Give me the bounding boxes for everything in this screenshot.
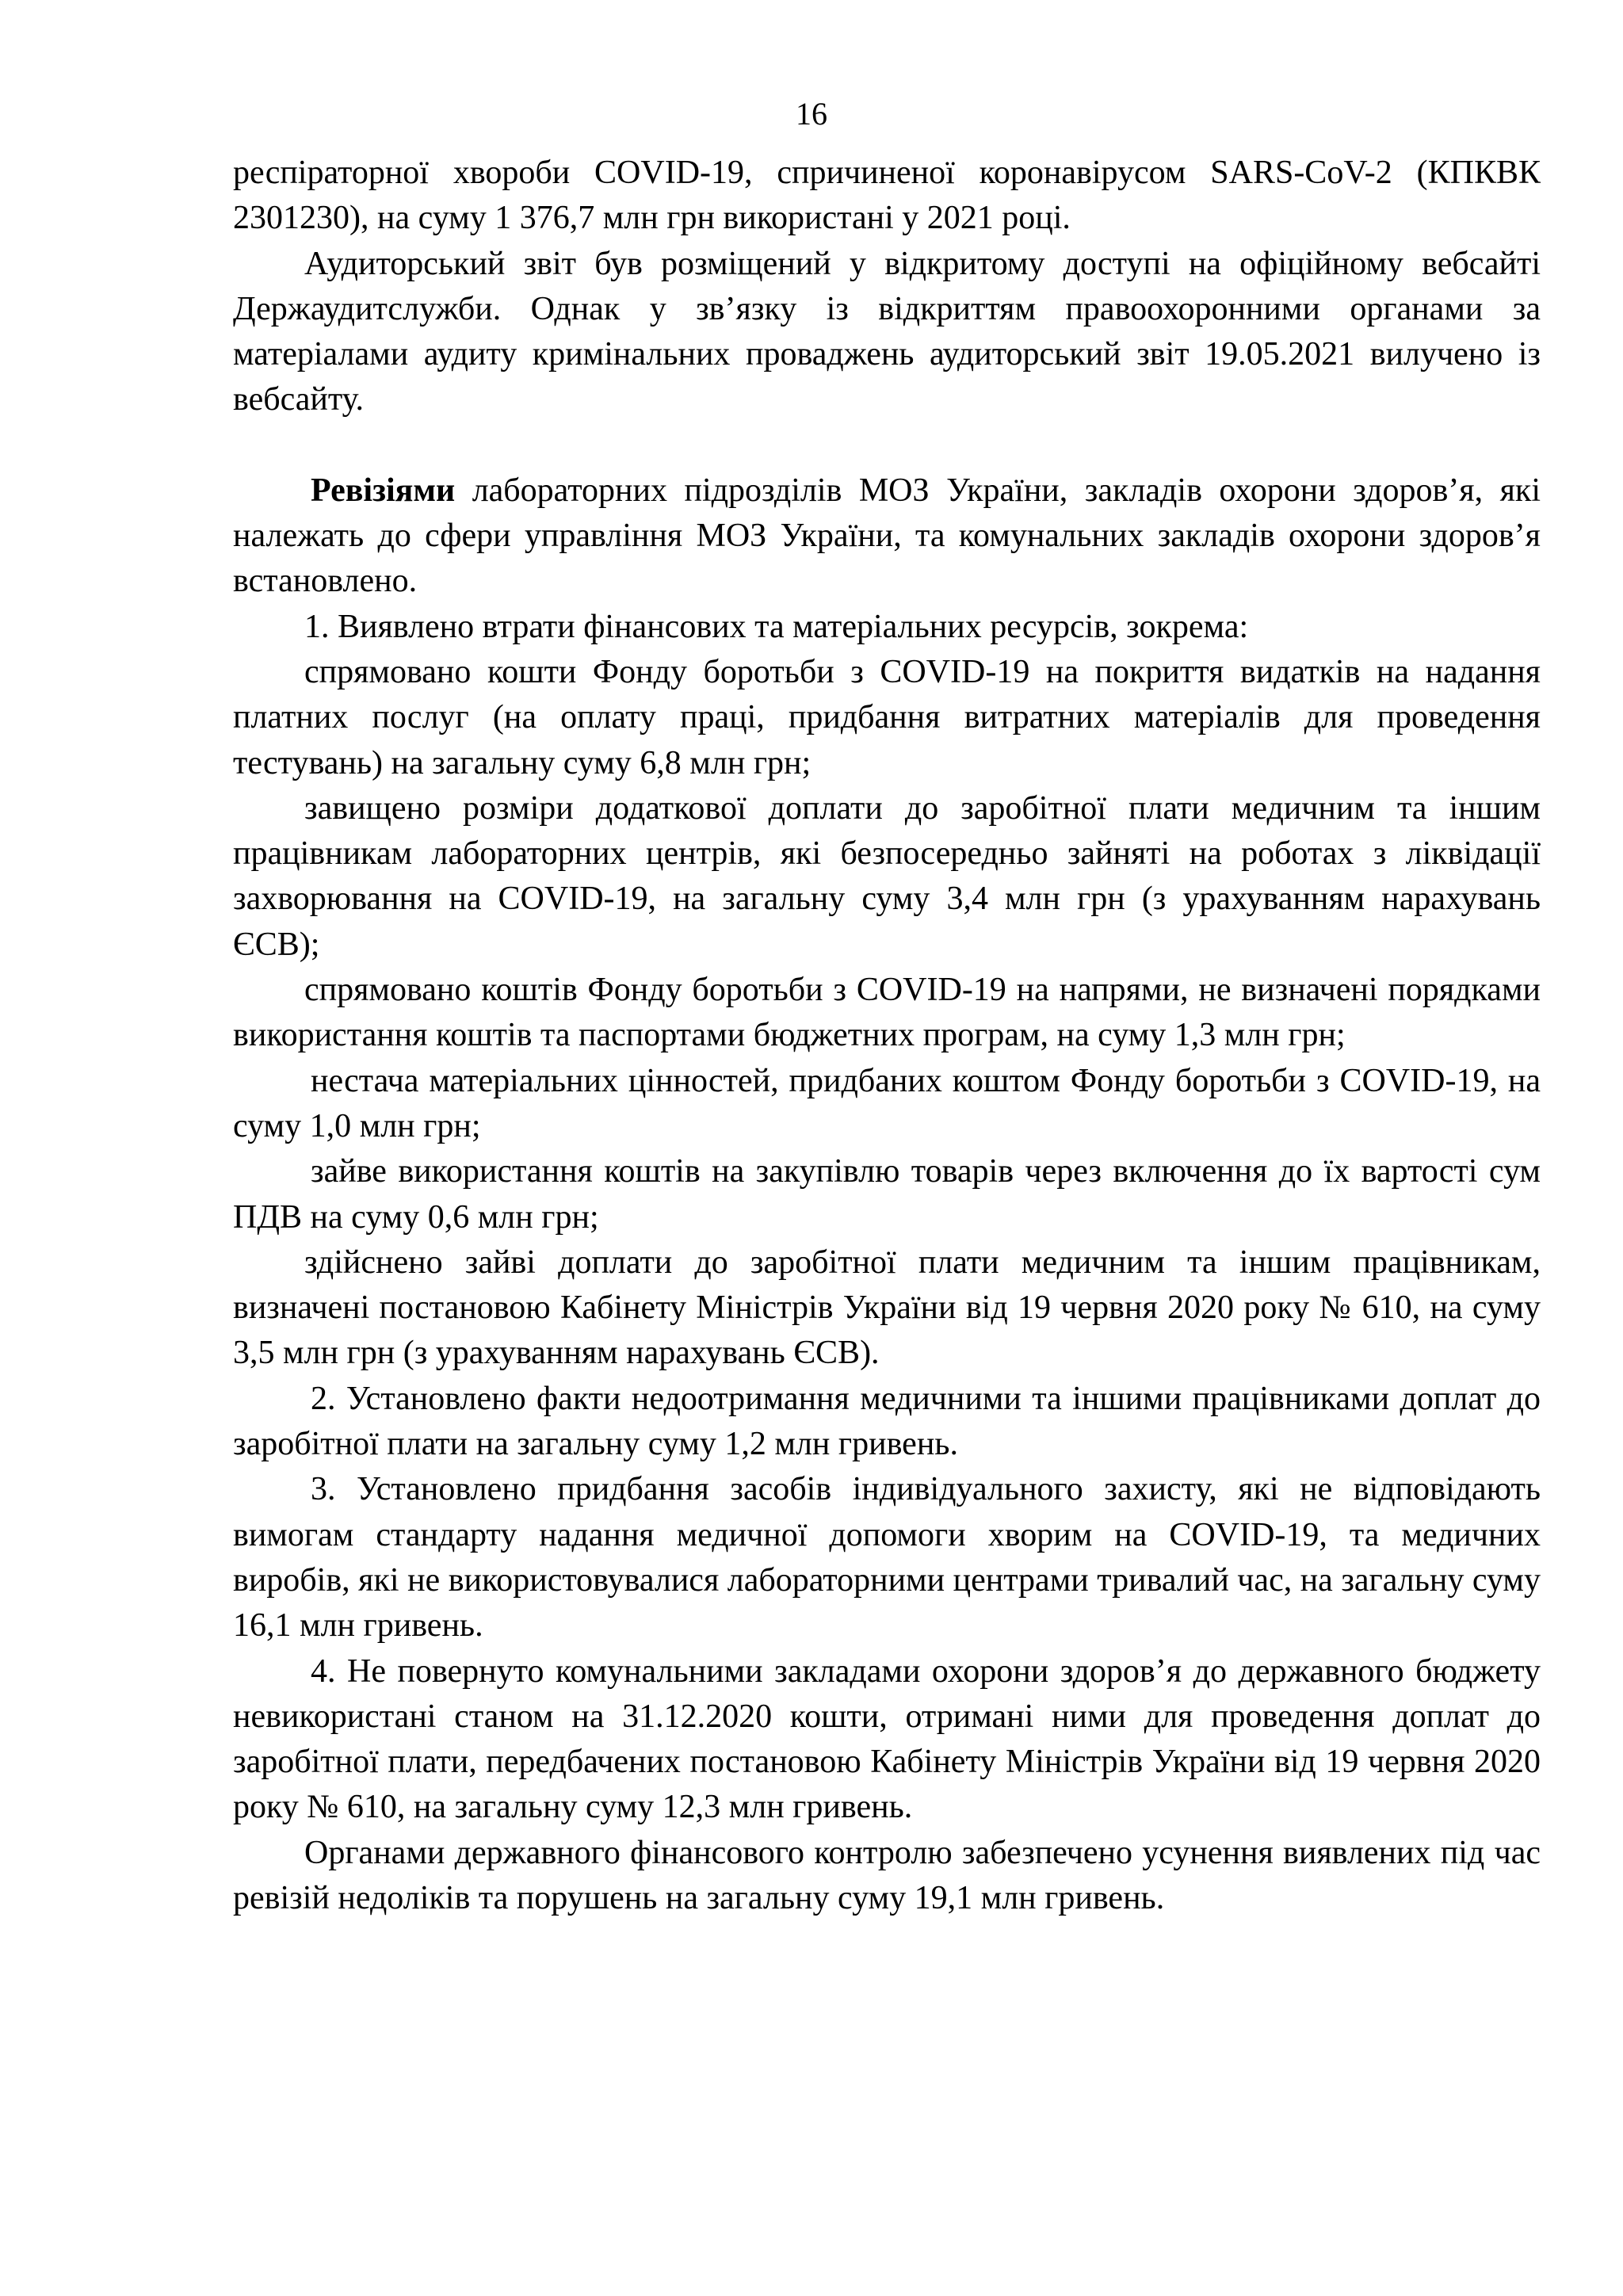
list-subitem-vat: зайве використання коштів на закупівлю товарів через включення до їх вартості сум ПДВ на суму 0,6 млн грн;: [233, 1153, 1541, 1236]
paragraph-conclusion: Органами державного фінансового контролю забезпечено усунення виявлених під час ревізій недоліків та порушень на загальну суму 19,1 млн гривень.: [233, 1834, 1541, 1916]
paragraph-gap: [233, 423, 1541, 468]
list-item-3: 3. Установлено придбання засобів індивідуального захисту, які не відповідають вимогам стандарту надання медичної допомоги хворим на COVID-19, та медичних виробів, які не використовувалися лабораторними центрами тривалий час, на загальну суму 16,1 млн гривень.: [233, 1471, 1541, 1645]
paragraph-revisions: [233, 468, 1541, 605]
document-body: [233, 151, 1541, 1921]
list-item-1: 1. Виявлено втрати фінансових та матеріальних ресурсів, зокрема:: [304, 608, 1249, 645]
list-item-2: 2. Установлено факти недоотримання медичними та іншими працівниками доплат до заробітної плати на загальну суму 1,2 млн гривень.: [233, 1380, 1541, 1463]
paragraph-audit-report: Аудиторський звіт був розміщений у відкритому доступі на офіційному вебсайті Держаудитслужби. Однак у зв’язку із відкриттям правоохоронними органами за матеріалами аудиту кримінальних проваджень аудиторський звіт 19.05.2021 вилучено із вебсайту.: [233, 245, 1541, 418]
list-subitem-extra-payments: здійснено зайві доплати до заробітної плати медичним та іншим працівникам, визначені постановою Кабінету Міністрів України від 19 червня 2020 року № 610, на суму 3,5 млн грн (з урахуванням нарахувань ЄСВ).: [233, 1244, 1541, 1372]
list-item-4: 4. Не повернуто комунальними закладами охорони здоров’я до державного бюджету невикористані станом на 31.12.2020 кошти, отримані ними для проведення доплат до заробітної плати, передбачених постановою Кабінету Міністрів України від 19 червня 2020 року № 610, на загальну суму 12,3 млн гривень.: [233, 1652, 1541, 1826]
paragraph-covid-funds: респіраторної хвороби COVID-19, спричиненої коронавірусом SARS-CoV-2 (КПКВК 2301230), на суму 1 376,7 млн грн використані у 2021 році.: [233, 155, 1541, 237]
list-subitem-misdirected-funds: спрямовано коштів Фонду боротьби з COVID-19 на напрями, не визначені порядками використання коштів та паспортами бюджетних програм, на суму 1,3 млн грн;: [233, 972, 1541, 1054]
list-subitem-shortage: нестача матеріальних цінностей, придбаних коштом Фонду боротьби з COVID-19, на суму 1,0 млн грн;: [233, 1062, 1541, 1144]
revisions-text: лабораторних підрозділів МОЗ України, закладів охорони здоров’я, які належать до сфери управління МОЗ України, та комунальних закладів охорони здоров’я встановлено.: [233, 472, 1541, 600]
page-number: 16: [796, 96, 827, 132]
revisions-heading: Ревізіями: [311, 472, 456, 509]
list-subitem-overpayment: завищено розміри додаткової доплати до заробітної плати медичним та іншим працівникам лабораторних центрів, які безпосередньо зайняті на роботах з ліквідації захворювання на COVID-19, на загальну суму 3,4 млн грн (з урахуванням нарахувань ЄСВ);: [233, 789, 1541, 963]
list-subitem-paid-services: спрямовано кошти Фонду боротьби з COVID-19 на покриття видатків на надання платних послуг (на оплату праці, придбання витратних матеріалів для проведення тестувань) на загальну суму 6,8 млн грн;: [233, 653, 1541, 781]
